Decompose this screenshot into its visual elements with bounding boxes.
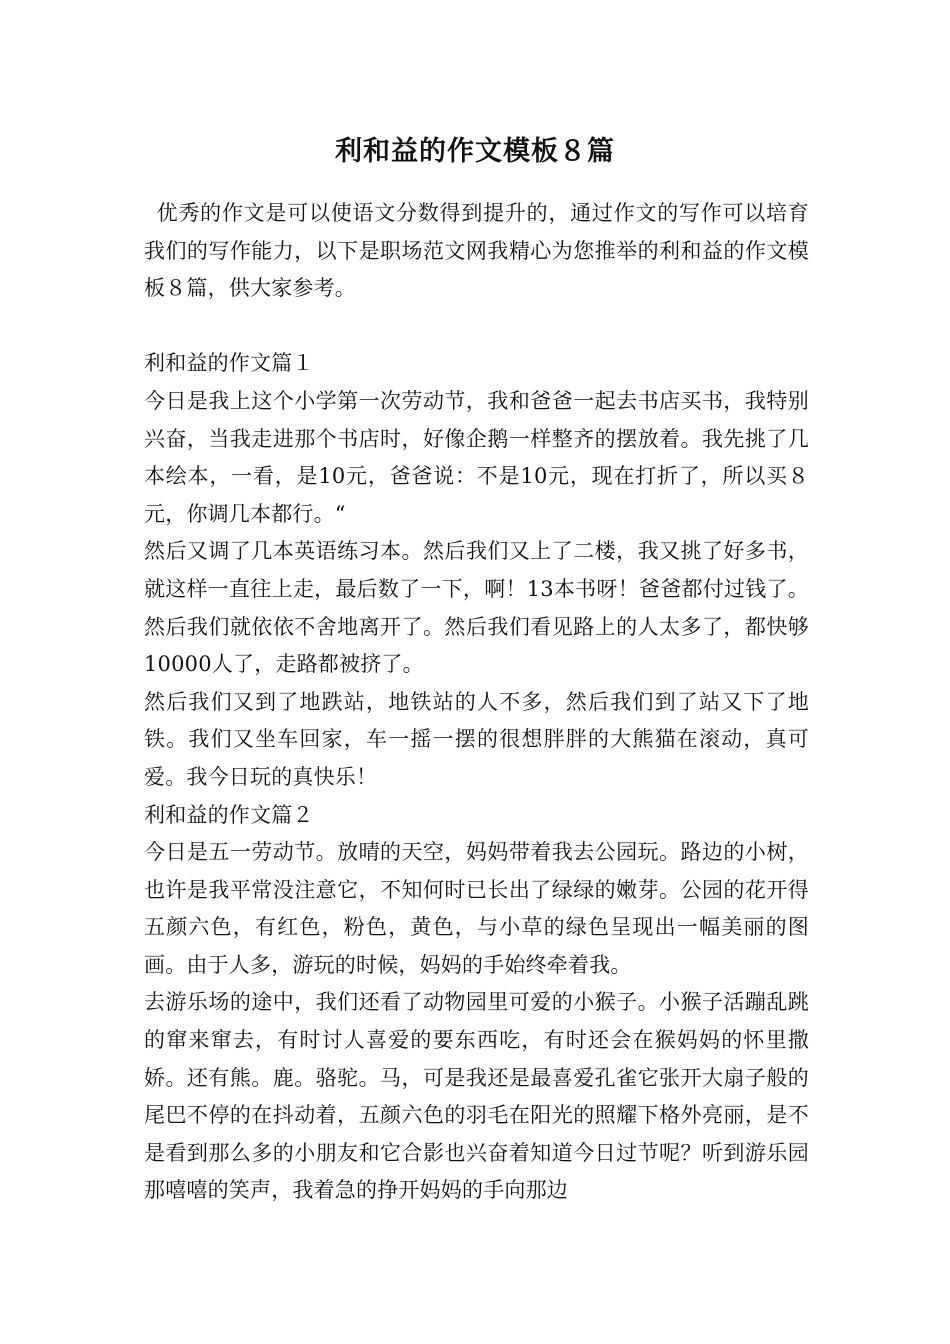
body-paragraph: 今日是我上这个小学第一次劳动节，我和爸爸一起去书店买书，我特别兴奋，当我走进那个书店时，好像企鹅一样整齐的摆放着。我先挑了几本绘本，一看，是10元，爸爸说：不是10元，现在打折了，所以买８元，你调几本都行。“ (144, 388, 809, 526)
document-title: 利和益的作文模板８篇 (335, 136, 615, 167)
intro-paragraph: 优秀的作文是可以使语文分数得到提升的，通过作文的写作可以培育我们的写作能力，以下是职场范文网我精心为您推举的利和益的作文模板８篇，供大家参考。 (144, 201, 809, 301)
essay-section-1 (144, 345, 809, 796)
section-heading: 利和益的作文篇１ (144, 351, 314, 376)
section-heading: 利和益的作文篇２ (144, 802, 314, 827)
body-paragraph: 今日是五一劳动节。放晴的天空，妈妈带着我去公园玩。路边的小树，也许是我平常没注意它，不知何时已长出了绿绿的嫩芽。公园的花开得五颜六色，有红色，粉色，黄色，与小草的绿色呈现出一幅美丽的图画。由于人多，游玩的时候，妈妈的手始终牵着我。 (144, 840, 809, 977)
document-body (144, 195, 809, 1210)
body-paragraph: 然后又调了几本英语练习本。然后我们又上了二楼，我又挑了好多书，就这样一直往上走，最后数了一下，啊！13本书呀！爸爸都付过钱了。然后我们就依依不舍地离开了。然后我们看见路上的人太多了，都快够10000人了，走路都被挤了。 (144, 539, 809, 677)
body-paragraph: 去游乐场的途中，我们还看了动物园里可爱的小猴子。小猴子活蹦乱跳的窜来窜去，有时讨人喜爱的要东西吃，有时还会在猴妈妈的怀里撒娇。还有熊。鹿。骆驼。马，可是我还是最喜爱孔雀它张开大扇子般的尾巴不停的在抖动着，五颜六色的羽毛在阳光的照耀下格外亮丽，是不是看到那么多的小朋友和它合影也兴奋着知道今日过节呢？听到游乐园那嘻嘻的笑声，我着急的挣开妈妈的手向那边 (144, 990, 809, 1203)
paragraph-spacer (144, 308, 809, 346)
body-paragraph: 然后我们又到了地跌站，地铁站的人不多，然后我们到了站又下了地铁。我们又坐车回家，车一摇一摆的很想胖胖的大熊猫在滚动，真可爱。我今日玩的真快乐！ (144, 689, 809, 789)
essay-section-2 (144, 797, 809, 1211)
